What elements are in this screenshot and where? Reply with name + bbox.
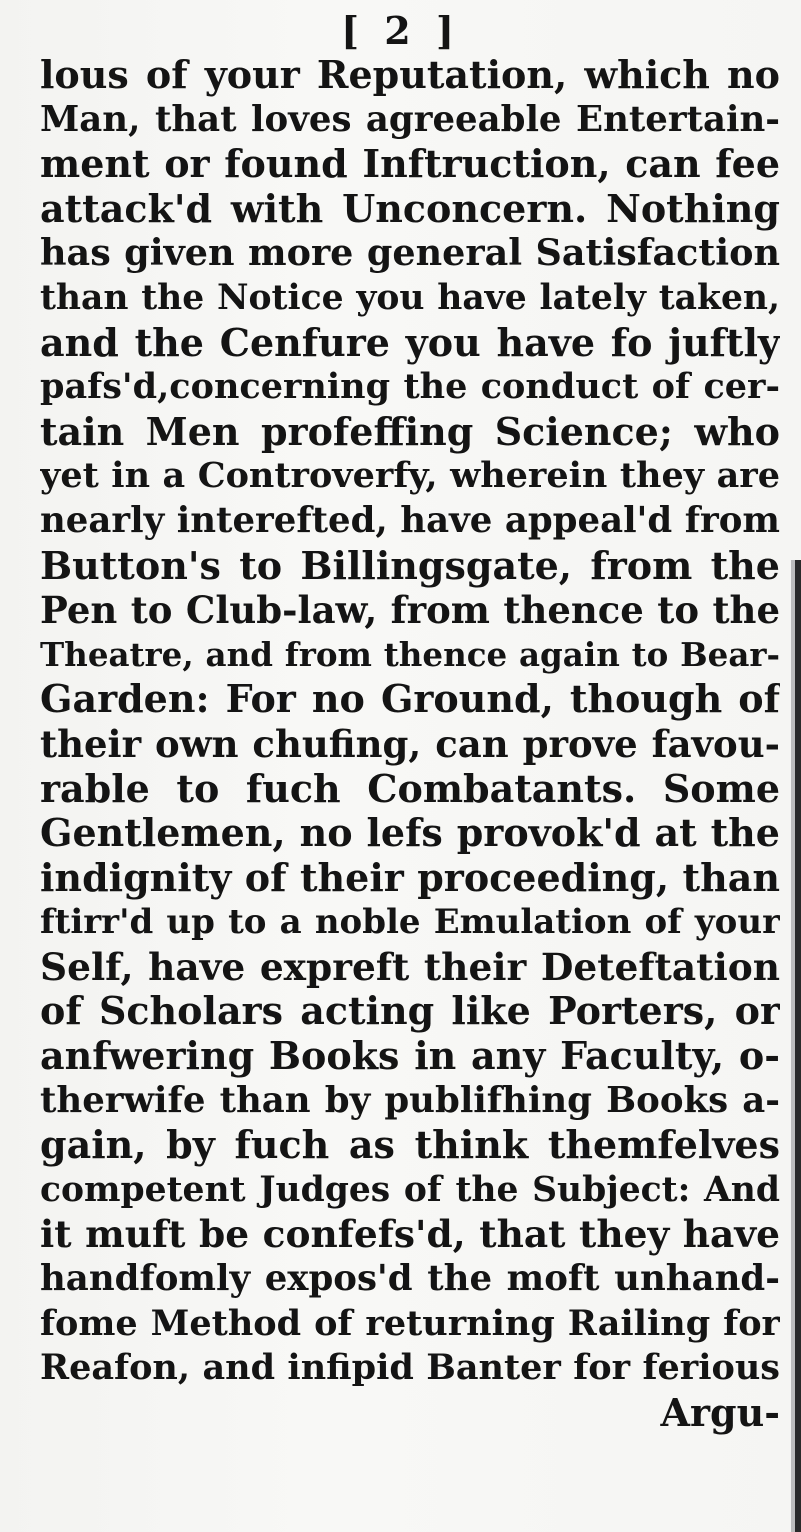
text-line: has given more general Satisfaction bbox=[40, 231, 780, 275]
text-line: fome Method of returning Railing for bbox=[40, 1302, 780, 1344]
text-line: lous of your Reputation, which no bbox=[40, 53, 780, 97]
body-text bbox=[40, 53, 780, 1435]
text-line: nearly interefted, have appeal'd from bbox=[40, 499, 780, 541]
text-line: of Scholars acting like Porters, or bbox=[40, 989, 780, 1034]
text-line: tain Men profeffing Science; who bbox=[40, 409, 780, 454]
text-line: Garden: For no Ground, though of bbox=[40, 677, 780, 722]
text-line: than the Notice you have lately taken, bbox=[40, 277, 780, 318]
text-line: Button's to Billingsgate, from the bbox=[40, 543, 780, 588]
text-line: and the Cenfure you have fo juftly bbox=[40, 320, 780, 365]
text-line: handfomly expos'd the moft unhand- bbox=[40, 1258, 780, 1300]
text-line: indignity of their proceeding, than bbox=[40, 855, 780, 900]
text-line: gain, by fuch as think themfelves bbox=[40, 1123, 780, 1168]
text-line: pafs'd,concerning the conduct of cer- bbox=[40, 366, 780, 408]
text-line: Pen to Club-law, from thence to the bbox=[40, 588, 780, 633]
text-line: it muft be confefs'd, that they have bbox=[40, 1212, 780, 1257]
text-line: anfwering Books in any Faculty, o- bbox=[40, 1034, 780, 1079]
text-line: Reafon, and infipid Banter for ferious bbox=[40, 1347, 780, 1389]
text-line: Self, have expreft their Deteftation bbox=[40, 944, 780, 989]
page-number: [ 2 ] bbox=[341, 8, 460, 53]
text-line: ftirr'd up to a noble Emulation of your bbox=[40, 902, 780, 943]
text-line: Man, that loves agreeable Entertain- bbox=[40, 98, 780, 140]
text-line: competent Judges of the Subject: And bbox=[40, 1169, 780, 1210]
text-line: rable to fuch Combatants. Some bbox=[40, 766, 780, 811]
text-line: therwife than by publifhing Books a- bbox=[40, 1079, 780, 1121]
text-line: their own chufing, can prove favou- bbox=[40, 721, 780, 766]
text-line: attack'd with Unconcern. Nothing bbox=[40, 186, 780, 231]
page-edge bbox=[795, 560, 801, 1532]
text-line: ment or found Inftruction, can fee bbox=[40, 142, 780, 187]
catchword: Argu- bbox=[660, 1390, 780, 1435]
text-line: Theatre, and from thence again to Bear- bbox=[40, 634, 780, 674]
text-line: Gentlemen, no lefs provok'd at the bbox=[40, 811, 780, 856]
text-line: yet in a Controverfy, wherein they are bbox=[40, 455, 780, 497]
